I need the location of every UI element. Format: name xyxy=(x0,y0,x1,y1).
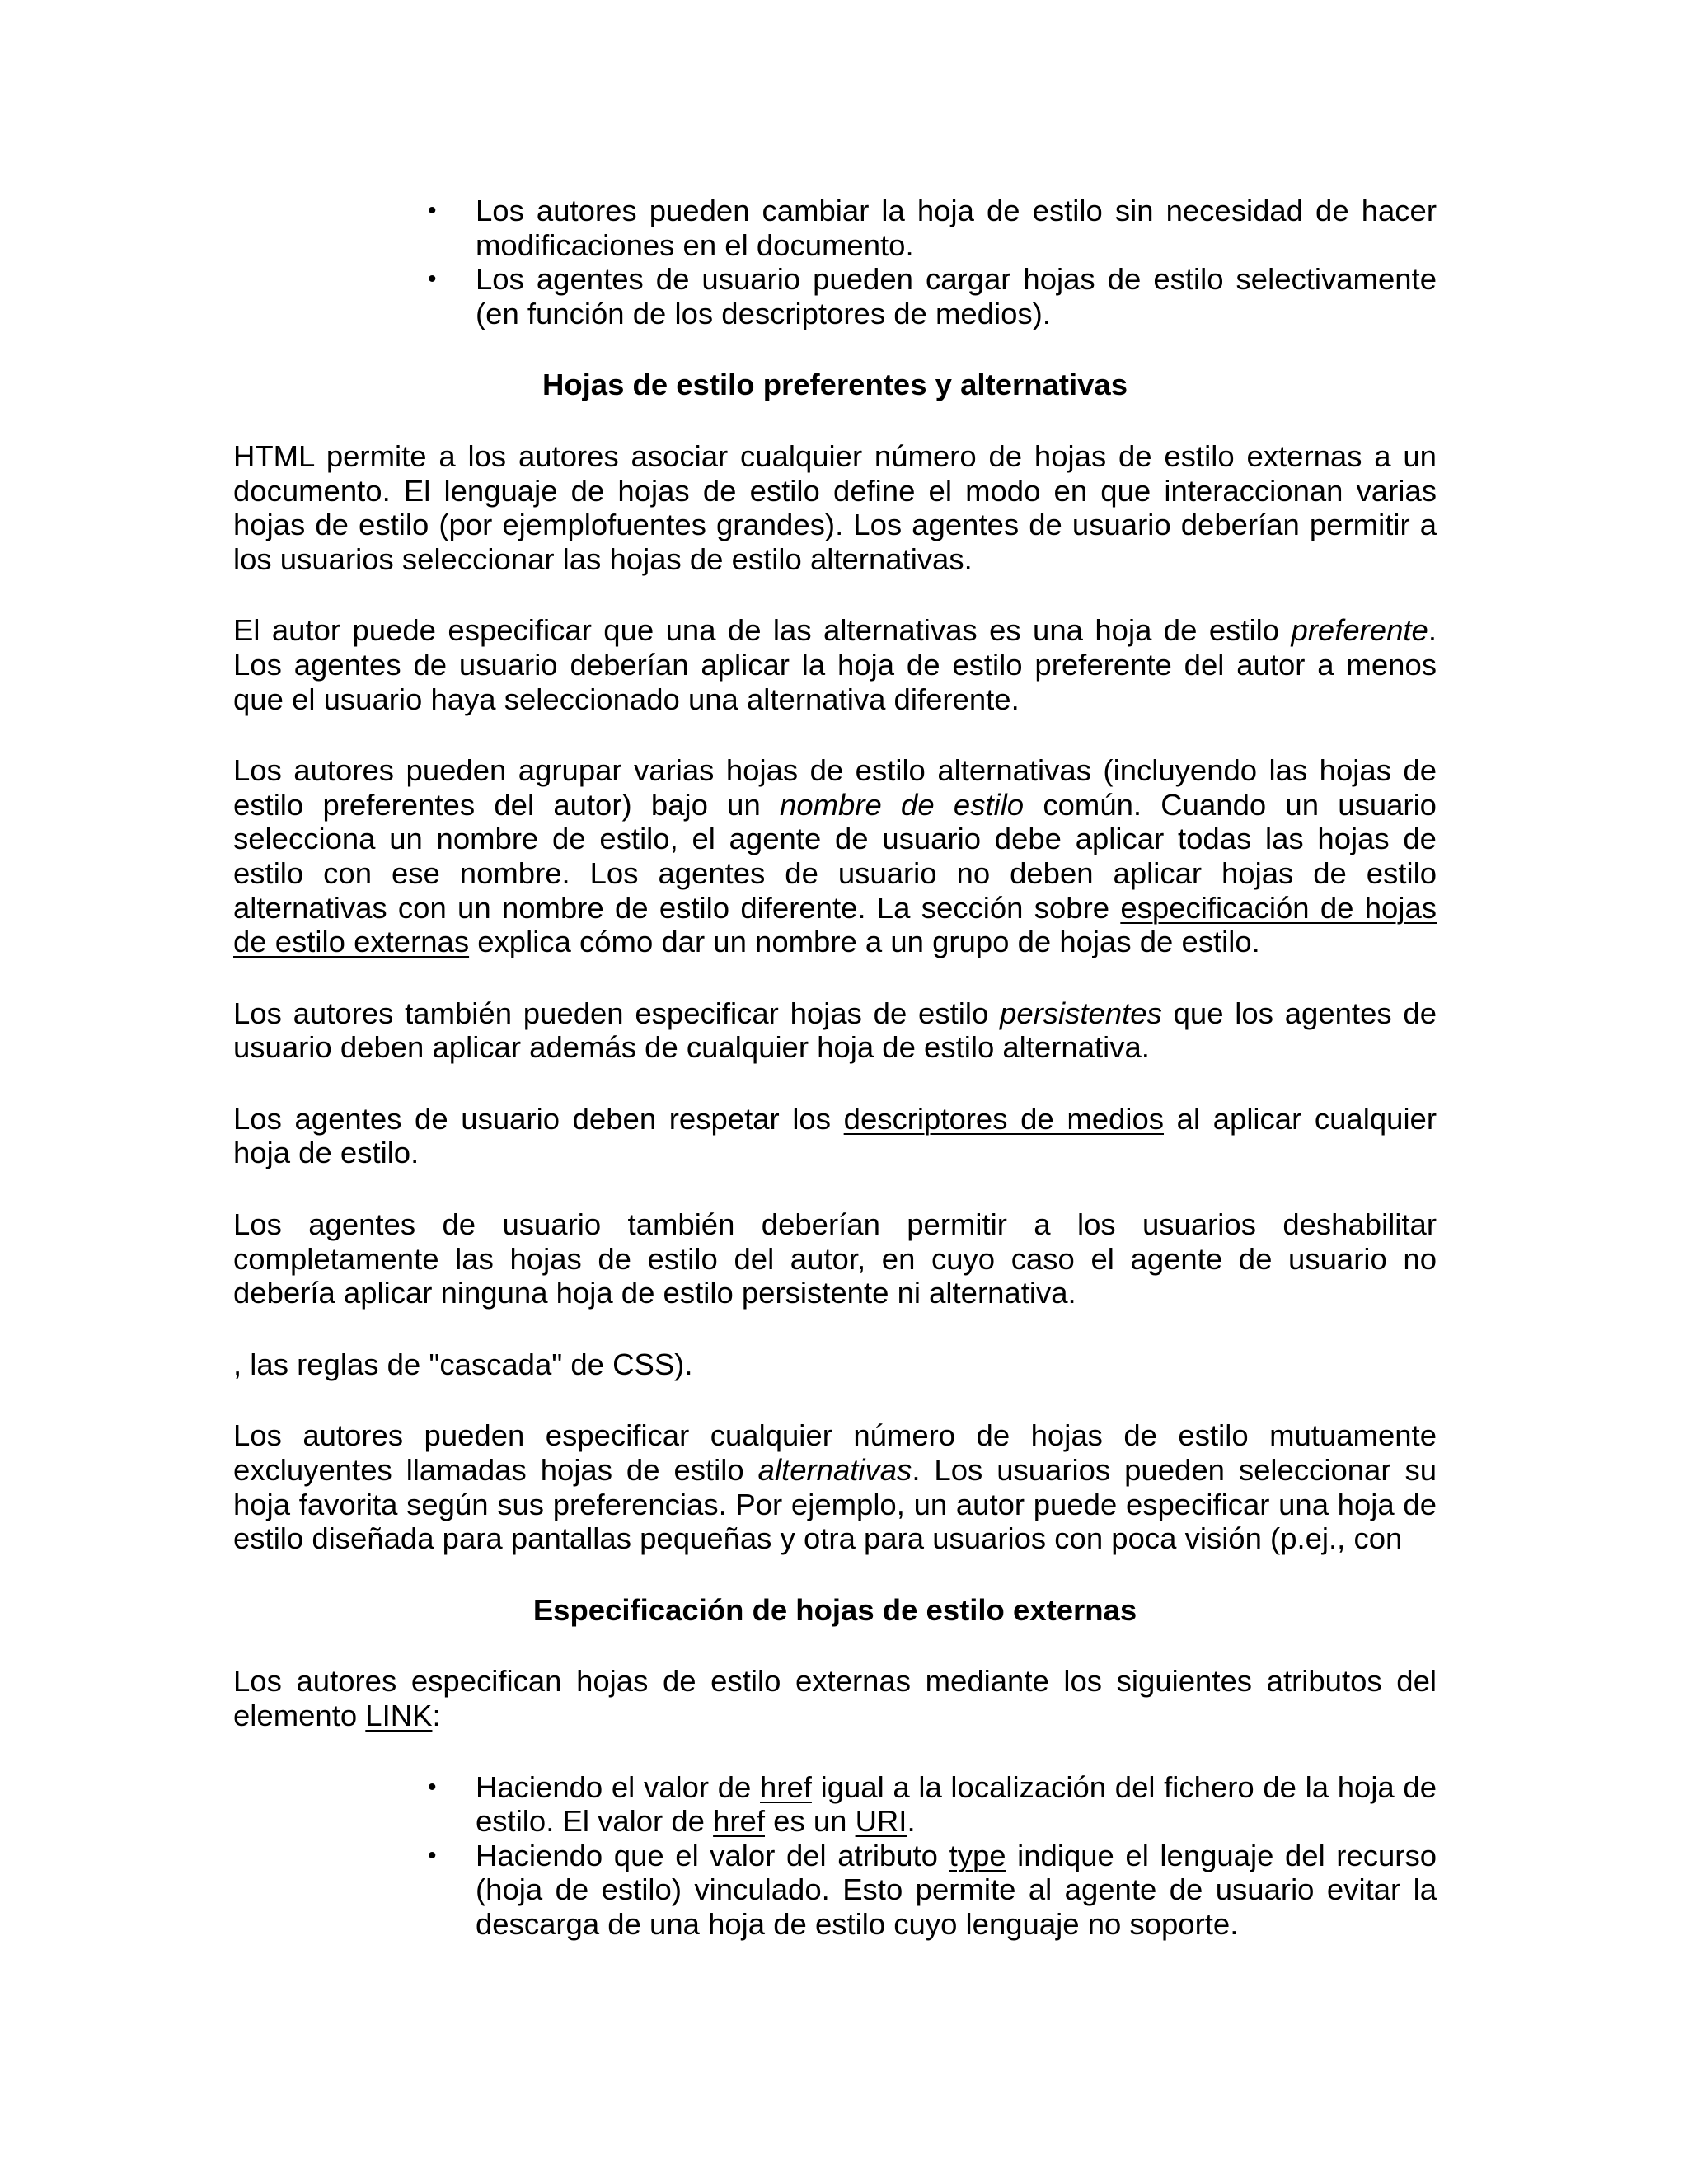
link-link-element[interactable]: LINK xyxy=(365,1699,433,1732)
section-heading-preferred-alternative: Hojas de estilo preferentes y alternativas xyxy=(542,368,1128,402)
bullet-icon: • xyxy=(428,1773,437,1801)
emphasis-preferente: preferente xyxy=(1291,613,1428,648)
text-run: explica cómo dar un nombre a un grupo de hojas de estilo. xyxy=(469,925,1260,959)
text-run: : xyxy=(432,1699,441,1732)
text-run: Haciendo el valor de xyxy=(476,1769,761,1804)
paragraph-disable-author-sheets: Los agentes de usuario también deberían permitir a los usuarios deshabilitar completamente las hojas de estilo del autor, en cuyo caso el agente de usuario no debería aplicar ninguna hoja de estilo persistente ni alternativa. xyxy=(233,1207,1437,1310)
bullet-icon: • xyxy=(428,1841,437,1869)
paragraph-alternative-sheets xyxy=(233,1418,1437,1555)
text-run: que los agentes de usuario deben aplicar además de cualquier hoja de estilo alternativa. xyxy=(233,996,1437,1065)
bullet-list-top xyxy=(233,194,1437,330)
text-run: Haciendo que el valor del atributo xyxy=(476,1838,950,1872)
text-run: común. Cuando un usuario selecciona un nombre de estilo, el agente de usuario debe aplicar todas las hojas de estilo con ese nombre. Los agentes de usuario no deben aplicar hojas de estilo alternativas con un nombre de estilo diferente. La sección sobre xyxy=(233,787,1437,925)
paragraph-css-cascade-fragment: , las reglas de "cascada" de CSS). xyxy=(233,1347,693,1381)
paragraph-style-name xyxy=(233,753,1437,959)
text-run: al aplicar cualquier hoja de estilo. xyxy=(233,1101,1437,1170)
bullet-icon: • xyxy=(428,197,437,224)
paragraph-html-multiple-sheets: HTML permite a los autores asociar cualquier número de hojas de estilo externas a un documento. El lenguaje de hojas de estilo define el modo en que interaccionan varias hojas de estilo (por ejemplofuentes grandes). Los agentes de usuario deberían permitir a los usuarios seleccionar las hojas de estilo alternativas. xyxy=(233,438,1437,576)
link-uri[interactable]: URI xyxy=(855,1804,907,1839)
text-run: Los agentes de usuario deben respetar los xyxy=(233,1101,844,1136)
link-external-stylesheets[interactable]: especificación de hojas de estilo externas xyxy=(233,890,1437,959)
text-run: . xyxy=(907,1804,916,1839)
bullet-icon: • xyxy=(428,265,437,293)
text-run: igual a la localización del fichero de la hoja de estilo. El valor de xyxy=(476,1769,1437,1839)
link-href[interactable]: href xyxy=(760,1769,812,1804)
text-run: . Los usuarios pueden seleccionar su hoja favorita según sus preferencias. Por ejemplo, un autor puede especificar una hoja de estilo diseñada para pantallas pequeñas y otra para usuarios con poca visión (p.ej., con xyxy=(233,1453,1437,1556)
link-media-descriptors[interactable]: descriptores de medios xyxy=(843,1101,1165,1136)
text-run: indique el lenguaje del recurso (hoja de estilo) vinculado. Esto permite al agente de usuario evitar la descarga de una hoja de estilo cuyo lenguaje no soporte. xyxy=(476,1838,1437,1941)
text-run: Los autores especifican hojas de estilo externas mediante los siguientes atributos del elemento xyxy=(233,1664,1437,1732)
list-item xyxy=(428,262,1437,330)
emphasis-alternativas: alternativas xyxy=(757,1453,912,1488)
link-href[interactable]: href xyxy=(713,1804,765,1839)
document-body xyxy=(233,194,1437,1979)
list-item xyxy=(428,194,1437,262)
text-run: El autor puede especificar que una de las alternativas es una hoja de estilo xyxy=(233,613,1292,648)
text-run: Los autores pueden agrupar varias hojas de estilo alternativas (incluyendo las hojas de estilo preferentes del autor) bajo un xyxy=(233,753,1437,822)
emphasis-nombre-de-estilo: nombre de estilo xyxy=(780,787,1025,822)
paragraph-preferred-sheet xyxy=(233,613,1437,716)
list-item xyxy=(428,1769,1437,1839)
bullet-list-bottom xyxy=(233,1770,1437,1942)
text-run: es un xyxy=(765,1804,856,1839)
text-run: . Los agentes de usuario deberían aplicar la hoja de estilo preferente del autor a menos que el usuario haya seleccionado una alternativa diferente. xyxy=(233,613,1437,716)
link-type[interactable]: type xyxy=(949,1838,1006,1872)
list-item-text: Los autores pueden cambiar la hoja de estilo sin necesidad de hacer modificaciones en el documento. xyxy=(476,194,1437,262)
emphasis-persistentes: persistentes xyxy=(1000,996,1162,1030)
paragraph-media-descriptors xyxy=(233,1102,1437,1170)
text-run: Los autores también pueden especificar hojas de estilo xyxy=(233,996,1001,1030)
text-run: Los autores pueden especificar cualquier número de hojas de estilo mutuamente excluyentes llamadas hojas de estilo xyxy=(233,1418,1437,1488)
paragraph-persistent-sheets xyxy=(233,996,1437,1065)
section-heading-external-sheets: Especificación de hojas de estilo externas xyxy=(532,1592,1137,1627)
paragraph-link-attributes xyxy=(233,1664,1437,1732)
list-item-text: Los agentes de usuario pueden cargar hojas de estilo selectivamente (en función de los descriptores de medios). xyxy=(476,262,1437,330)
list-item xyxy=(428,1838,1437,1942)
